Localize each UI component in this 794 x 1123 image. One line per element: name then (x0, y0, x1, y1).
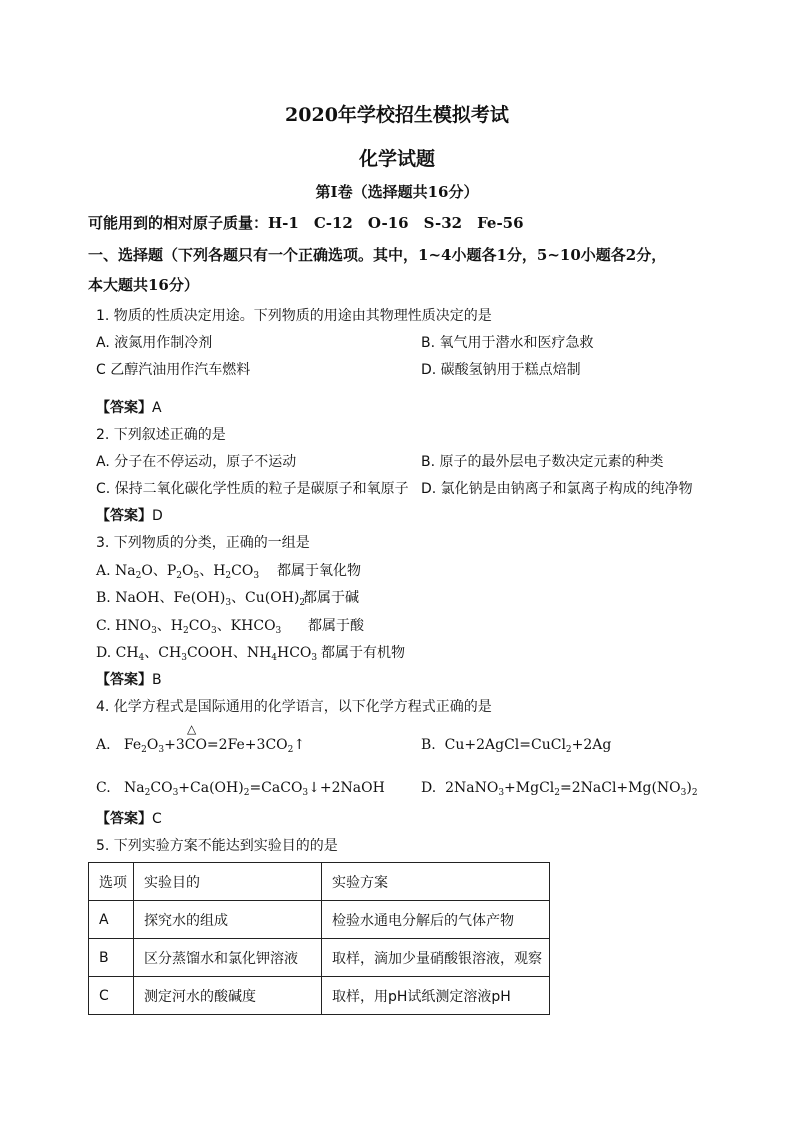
q1-option-b: B. 氧气用于潜水和医疗急救 (421, 335, 594, 351)
answer-tag: 【答案】 (96, 400, 152, 416)
q3-stem: 3. 下列物质的分类，正确的一组是 (96, 535, 310, 551)
table-cell: C (89, 977, 134, 1015)
q1-option-d: D. 碳酸氢钠用于糕点焙制 (421, 362, 581, 378)
q2-option-b: B. 原子的最外层电子数决定元素的种类 (421, 454, 664, 470)
q1-stem: 1. 物质的性质决定用途。下列物质的用途由其物理性质决定的是 (96, 308, 492, 324)
table-cell: 区分蒸馏水和氯化钾溶液 (134, 939, 322, 977)
atomic-masses: 可能用到的相对原子质量：H-1 C-12 O-16 S-32 Fe-56 (88, 214, 524, 232)
q2-answer (96, 505, 163, 525)
q4-option-c: C. $Na_2CO_3+Ca(OH)_2=CaCO_3↓+2NaOH$ (96, 780, 385, 798)
subject-title: 化学试题 (358, 148, 435, 170)
q5-stem: 5. 下列实验方案不能达到实验目的的是 (96, 838, 338, 854)
table-row (89, 901, 550, 939)
q3-answer (96, 669, 162, 689)
q4-stem: 4. 化学方程式是国际通用的化学语言，以下化学方程式正确的是 (96, 699, 492, 715)
table-cell: 检验水通电分解后的气体产物 (322, 901, 550, 939)
q3-option-c-suffix: 都属于酸 (308, 618, 364, 634)
answer-tag: 【答案】 (96, 811, 152, 827)
q4-option-d: D. $2NaNO_3+MgCl_2=2NaCl+Mg(NO_3)_2$ (421, 780, 698, 798)
table-cell: B (89, 939, 134, 977)
q2-stem: 2. 下列叙述正确的是 (96, 427, 226, 443)
q3-option-d-suffix: 都属于有机物 (321, 645, 405, 661)
q3-option-b-suffix: 都属于碱 (303, 590, 359, 606)
heat-delta-symbol: △ (187, 722, 197, 736)
q1-option-a: A. 液氮用作制冷剂 (96, 335, 213, 351)
q3-option-a: A. $Na_2O$、$P_2O_5$、$H_2CO_3$ (96, 563, 260, 581)
q2-option-d: D. 氯化钠是由钠离子和氯离子构成的纯净物 (421, 481, 693, 497)
table-header-row (89, 863, 550, 901)
part1-heading-line2: 本大题共16分） (88, 276, 199, 294)
q1-option-c: C 乙醇汽油用作汽车燃料 (96, 362, 251, 378)
answer-letter: C (152, 811, 162, 827)
table-cell: A (89, 901, 134, 939)
q4-option-b: B. Cu+2AgCl=CuCl$_2$+2Ag (421, 737, 612, 755)
exam-title: 2020年学校招生模拟考试 (285, 104, 509, 126)
table-cell: 取样，用pH试纸测定溶液pH (322, 977, 550, 1015)
q1-answer (96, 397, 162, 417)
answer-tag: 【答案】 (96, 508, 152, 524)
table-cell: 探究水的组成 (134, 901, 322, 939)
section-title: 第I卷（选择题共16分） (315, 183, 479, 201)
experiment-table (88, 862, 550, 1015)
q2-option-c: C. 保持二氧化碳化学性质的粒子是碳原子和氧原子 (96, 481, 409, 497)
part1-heading-line1: 一、选择题（下列各题只有一个正确选项。其中，1~4小题各1分，5~10小题各2分， (88, 246, 667, 264)
table-header-cell: 实验方案 (322, 863, 550, 901)
table-row (89, 939, 550, 977)
q4-answer (96, 808, 162, 828)
table-header-cell: 实验目的 (134, 863, 322, 901)
answer-letter: A (152, 400, 162, 416)
q2-option-a: A. 分子在不停运动，原子不运动 (96, 454, 297, 470)
answer-tag: 【答案】 (96, 672, 152, 688)
q3-option-c: C. $HNO_3$、$H_2CO_3$、$KHCO_3$ (96, 618, 282, 636)
answer-letter: B (152, 672, 162, 688)
table-cell: 取样，滴加少量硝酸银溶液，观察 (322, 939, 550, 977)
answer-letter: D (152, 508, 163, 524)
q3-option-d: D. $CH_4$、$CH_3COOH$、$NH_4HCO_3$ (96, 645, 318, 663)
q3-option-b: B. NaOH、$Fe(OH)_3$、$Cu(OH)_2$ (96, 590, 306, 608)
table-row (89, 977, 550, 1015)
q3-option-a-suffix: 都属于氧化物 (277, 563, 361, 579)
q4-option-a: A. $Fe_2O_3+3CO=2Fe+3CO_2↑$ (96, 737, 306, 755)
table-cell: 测定河水的酸碱度 (134, 977, 322, 1015)
table-header-cell: 选项 (89, 863, 134, 901)
